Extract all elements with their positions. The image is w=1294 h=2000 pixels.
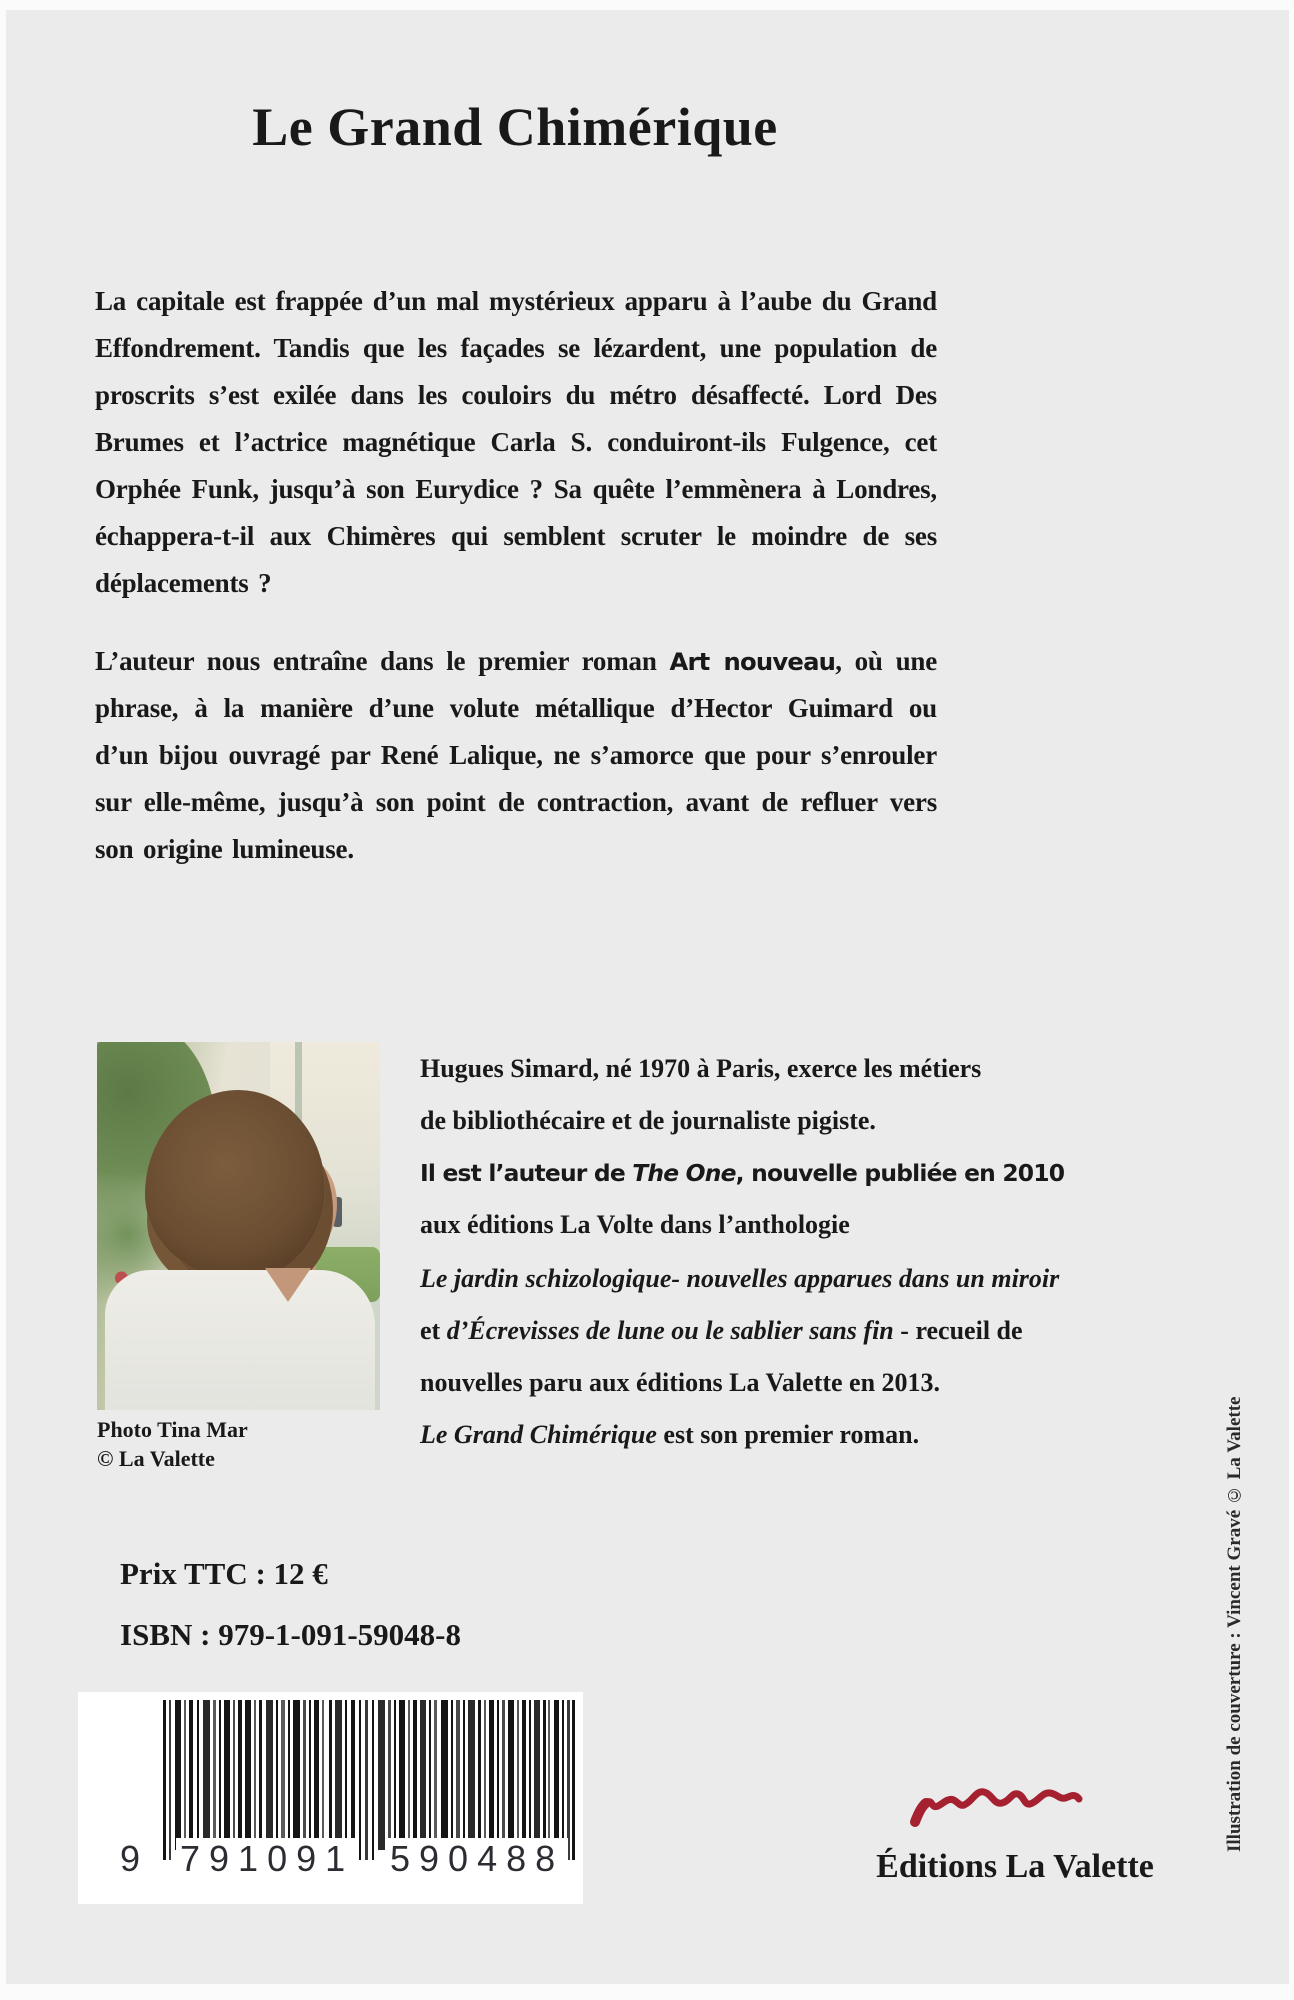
price-label: Prix TTC : 12 € xyxy=(120,1556,328,1591)
barcode-bars xyxy=(163,1700,575,1860)
bio-text: et xyxy=(420,1316,447,1345)
synopsis-paragraph-2 xyxy=(95,638,937,873)
barcode xyxy=(78,1692,583,1904)
author-bio-line xyxy=(420,1314,1180,1348)
scan-edge-top xyxy=(0,0,1294,10)
synopsis-paragraph-2-text: L’auteur nous entraîne dans le premier roman xyxy=(95,646,670,676)
bio-work-title-jardin-schizologique: Le jardin schizologique- nouvelles apparues dans un miroir xyxy=(420,1264,1060,1293)
author-bio-line: de bibliothécaire et de journaliste pigiste. xyxy=(420,1106,876,1135)
publisher-name: Éditions La Valette xyxy=(876,1848,1154,1885)
author-bio-line: Hugues Simard, né 1970 à Paris, exerce les métiers xyxy=(420,1054,982,1083)
bio-book-title: Le Grand Chimérique xyxy=(420,1420,657,1449)
bio-work-title-ecrevisses: d’Écrevisses de lune ou le sablier sans fin xyxy=(446,1316,894,1345)
bio-deco-text: , nouvelle publiée en 2010 xyxy=(735,1159,1065,1187)
scan-edge-left xyxy=(0,0,6,2000)
barcode-right-group: 590488 xyxy=(386,1838,568,1880)
author-photo xyxy=(97,1042,380,1410)
art-nouveau-styled-text: Art nouveau xyxy=(669,647,836,676)
synopsis-paragraph-2-rest: , où une phrase, à la manière d’une volute métallique d’Hector Guimard ou d’un bijou ouvragé par René Lalique, ne s’amorce que pour s’enrouler sur elle-même, jusqu’à son point de contraction, avant de refluer vers son origine lumineuse. xyxy=(95,646,938,864)
bio-text: - recueil de xyxy=(893,1316,1023,1345)
author-bio-line xyxy=(420,1156,1180,1190)
bio-deco-text: Il est l’auteur de xyxy=(420,1159,633,1187)
bio-text: est son premier roman. xyxy=(656,1420,920,1449)
barcode-left-group: 791091 xyxy=(176,1838,358,1880)
scan-edge-right xyxy=(1289,0,1294,2000)
bio-work-title-the-one: The One xyxy=(632,1159,736,1187)
publisher-squiggle-logo xyxy=(905,1778,1085,1830)
author-bio-line: nouvelles paru aux éditions La Valette en 2013. xyxy=(420,1368,941,1397)
photo-author-white-shirt xyxy=(105,1270,375,1410)
book-title: Le Grand Chimérique xyxy=(252,97,778,157)
photo-credit-line-2: © La Valette xyxy=(97,1446,215,1471)
barcode-lead-digit: 9 xyxy=(116,1838,144,1880)
scan-edge-bottom xyxy=(0,1984,1294,2000)
author-bio-line: aux éditions La Volte dans l’anthologie xyxy=(420,1210,850,1239)
isbn-label: ISBN : 979-1-091-59048-8 xyxy=(120,1617,461,1652)
cover-illustration-credit: Illustration de couverture : Vincent Gravé © La Valette xyxy=(1224,1396,1245,1852)
barcode-digits xyxy=(78,1838,583,1886)
photo-credit-line-1: Photo Tina Mar xyxy=(97,1417,248,1442)
synopsis-paragraph-1: La capitale est frappée d’un mal mystérieux apparu à l’aube du Grand Effondrement. Tandis que les façades se lézardent, une population de proscrits s’est exilée dans les couloirs du métro désaffecté. Lord Des Brumes et l’actrice magnétique Carla S. conduiront-ils Fulgence, cet Orphée Funk, jusqu’à son Eurydice ? Sa quête l’emmènera à Londres, échappera-t-il aux Chimères qui semblent scruter le moindre de ses déplacements ? xyxy=(95,286,937,598)
author-bio-line xyxy=(420,1418,1180,1452)
